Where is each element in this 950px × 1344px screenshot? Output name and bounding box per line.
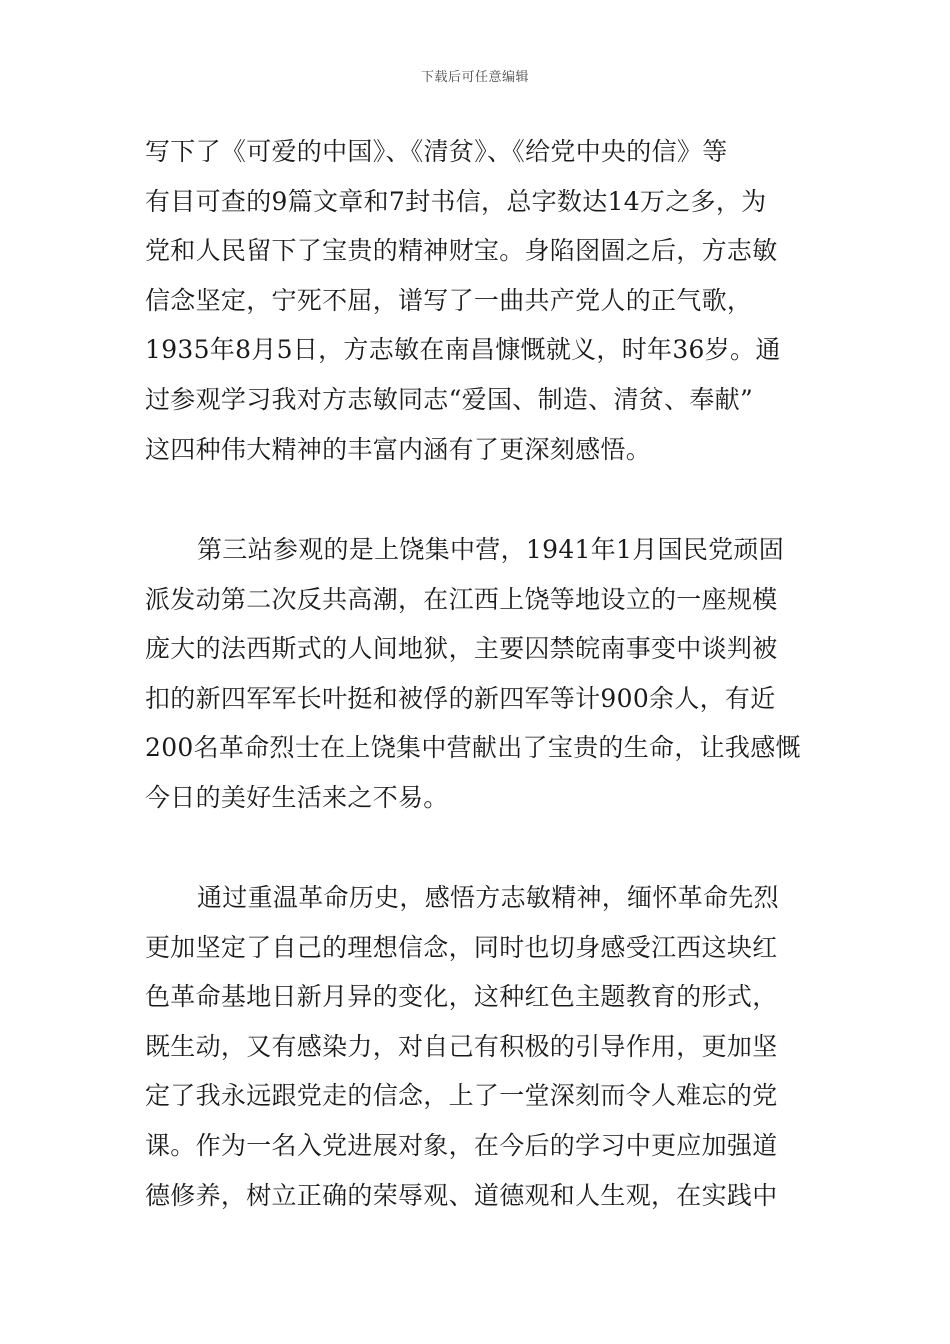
paragraph-line: 庞大的法西斯式的人间地狱，主要囚禁皖南事变中谈判被 [145, 634, 778, 664]
paragraph-line: 通过重温革命历史，感悟方志敏精神，缅怀革命先烈 [197, 883, 779, 912]
paragraph-line: 扣的新四军军长叶挺和被俘的新四军等计900余人，有近 [145, 683, 776, 713]
paragraph-line: 既生动，又有感染力，对自己有积极的引导作用，更加坚 [145, 1031, 778, 1061]
paragraph-2 [145, 525, 810, 823]
paragraph-line: 1935年8月5日，方志敏在南昌慷慨就义，时年36岁。通 [145, 335, 781, 365]
paragraph-line: 今日的美好生活来之不易。 [145, 782, 449, 812]
paragraph-line: 党和人民留下了宝贵的精神财宝。身陷囹圄之后，方志敏 [145, 236, 778, 266]
paragraph-line: 定了我永远跟党走的信念，上了一堂深刻而令人难忘的党 [145, 1081, 778, 1111]
paragraph-line: 色革命基地日新月异的变化，这种红色主题教育的形式， [145, 982, 778, 1012]
paragraph-line: 写下了《可爱的中国》、《清贫》、《给党中央的信》等 [145, 137, 728, 166]
paragraph-line: 过参观学习我对方志敏同志“爱国、制造、清贫、奉献” [145, 384, 754, 414]
paragraph-line: 德修养，树立正确的荣辱观、道德观和人生观，在实践中 [145, 1180, 778, 1210]
paragraph-line: 有目可查的9篇文章和7封书信，总字数达14万之多，为 [145, 186, 767, 216]
paragraph-line: 派发动第二次反共高潮，在江西上饶等地设立的一座规模 [145, 584, 778, 614]
paragraph-line: 第三站参观的是上饶集中营，1941年1月国民党顽固 [197, 535, 785, 564]
paragraph-line: 信念坚定，宁死不屈，谱写了一曲共产党人的正气歌， [145, 285, 753, 315]
paragraph-line: 200名革命烈士在上饶集中营献出了宝贵的生命，让我感慨 [145, 733, 801, 763]
paragraph-line: 更加坚定了自己的理想信念，同时也切身感受江西这块红 [145, 932, 778, 962]
page-header-note: 下载后可任意编辑 [420, 70, 529, 85]
paragraph-1 [145, 127, 810, 474]
paragraph-3 [145, 873, 810, 1220]
paragraph-line: 这四种伟大精神的丰富内涵有了更深刻感悟。 [145, 434, 652, 464]
paragraph-line: 课。作为一名入党进展对象，在今后的学习中更应加强道 [145, 1130, 778, 1160]
